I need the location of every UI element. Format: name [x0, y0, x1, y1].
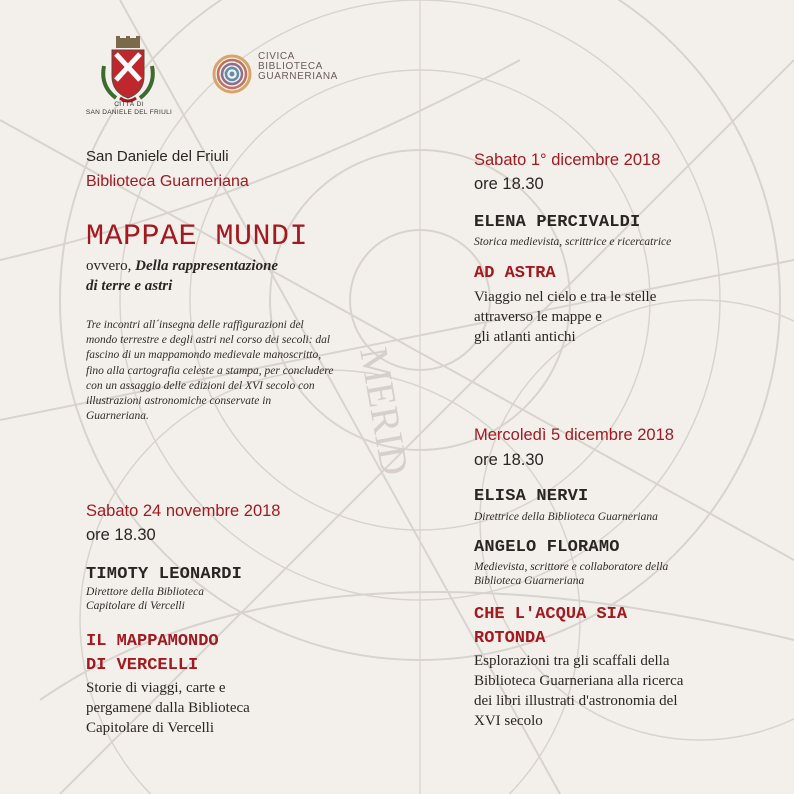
talk-description-line: Esplorazioni tra gli scaffali della: [474, 653, 670, 669]
speaker-role: [86, 585, 204, 613]
talk-description-line: Capitolare di Vercelli: [86, 720, 215, 736]
event-time: ore 18.30: [86, 526, 156, 544]
subtitle-line1: Della rappresentazione: [135, 258, 279, 274]
event-date: Sabato 1° dicembre 2018: [474, 151, 661, 169]
event-time: ore 18.30: [474, 175, 544, 193]
talk-description-line: Viaggio nel cielo e tra le stelle: [474, 289, 657, 305]
talk-description: [86, 678, 250, 738]
map-background-label: MERID: [351, 343, 418, 479]
speaker-name: TIMOTY LEONARDI: [86, 565, 243, 584]
speaker-role: Storica medievista, scrittrice e ricercatrice: [474, 236, 672, 248]
library-circle-logo: [212, 54, 252, 94]
speaker-role-line1: Medievista, scrittore e collaboratore della: [474, 561, 669, 573]
speaker-role: [474, 560, 668, 588]
talk-description-line: dei libri illustrati d'astronomia del: [474, 693, 678, 709]
talk-title-line2: ROTONDA: [474, 629, 546, 648]
speaker-role-line1: Direttore della Biblioteca: [86, 586, 204, 598]
header-city: San Daniele del Friuli: [86, 148, 229, 165]
event-date: Sabato 24 novembre 2018: [86, 502, 281, 520]
talk-description-line: attraverso le mappe e: [474, 309, 602, 325]
talk-title-line1: CHE L'ACQUA SIA: [474, 605, 628, 624]
library-logo-line3: GUARNERIANA: [258, 71, 338, 82]
library-logo-line2: BIBLIOTECA: [258, 61, 323, 72]
talk-description-line: XVI secolo: [474, 713, 543, 729]
page-title: MAPPAE MUNDI: [86, 220, 309, 254]
subtitle-lead: ovvero,: [86, 258, 132, 274]
talk-title-line1: IL MAPPAMONDO: [86, 632, 219, 651]
speaker-role: Direttrice della Biblioteca Guarneriana: [474, 511, 658, 523]
city-crest-caption: [84, 101, 174, 117]
city-caption-line2: SAN DANIELE DEL FRIULI: [85, 109, 173, 116]
talk-description-line: gli atlanti antichi: [474, 329, 576, 345]
talk-description: [474, 287, 656, 347]
talk-description-line: Biblioteca Guarneriana alla ricerca: [474, 673, 684, 689]
speaker-role-line2: Biblioteca Guarneriana: [474, 575, 585, 587]
talk-description-line: Storie di viaggi, carte e: [86, 680, 226, 696]
library-logo-text: [258, 52, 338, 82]
speaker-name: ANGELO FLORAMO: [474, 538, 620, 557]
speaker-name: ELISA NERVI: [474, 487, 589, 506]
page-subtitle: [86, 256, 346, 296]
event-time: ore 18.30: [474, 451, 544, 469]
city-caption-line1: CITTÀ DI: [114, 101, 144, 108]
event-date: Mercoledì 5 dicembre 2018: [474, 426, 674, 444]
talk-title-line2: DI VERCELLI: [86, 656, 199, 675]
talk-title: [86, 630, 219, 678]
header-library: Biblioteca Guarneriana: [86, 173, 249, 190]
intro-paragraph: Tre incontri all´insegna delle raffigurazioni del mondo terrestre e degli astri nel corso dei secoli: dal fascino di un mappamondo medievale manoscritto, fino alla cartografia celeste a stampa, per concludere con un assaggio delle edizioni del XVI secolo con illustrazioni astronomiche conservate in Guarneriana.: [86, 319, 334, 423]
subtitle-line2: di terre e astri: [86, 278, 173, 294]
talk-description: [474, 651, 683, 731]
speaker-name: ELENA PERCIVALDI: [474, 213, 641, 232]
speaker-role-line2: Capitolare di Vercelli: [86, 600, 185, 612]
library-logo-line1: CIVICA: [258, 51, 295, 62]
talk-title: [474, 603, 627, 651]
talk-description-line: pergamene dalla Biblioteca: [86, 700, 250, 716]
talk-title: AD ASTRA: [474, 264, 556, 283]
